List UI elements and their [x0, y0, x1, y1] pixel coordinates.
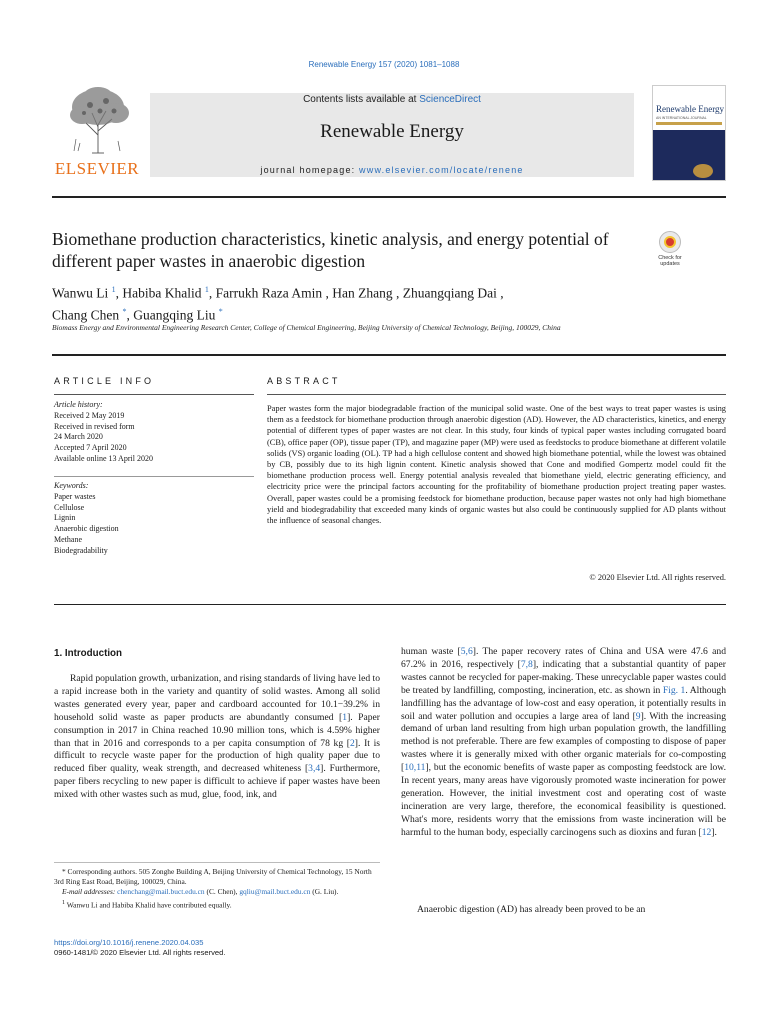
author-line-1: Wanwu Li $^1$, Habiba Khalid $^1$, Farrukh Raza Amin , Han Zhang , Zhuangqiang Dai ,: [52, 285, 504, 301]
figure-link[interactable]: Fig. 1: [662, 684, 686, 696]
history-label: Article history:: [54, 400, 103, 409]
history-item: Available online 13 April 2020: [54, 453, 153, 463]
check-for-updates-button[interactable]: [652, 229, 688, 269]
journal-band: [150, 93, 634, 177]
journal-cover-thumbnail[interactable]: [652, 85, 726, 181]
check-updates-icon: [659, 231, 681, 253]
doi-link[interactable]: https://doi.org/10.1016/j.renene.2020.04.035: [54, 938, 204, 947]
abstract-text: Paper wastes form the major biodegradable fraction of the municipal solid waste. One of the best ways to treat paper wastes is using them as a feedstock for biomethane production through anaerobic digestion (AD). However, the AD characteristics, kinetics, and energy potential of different types of paper wastes are not clear. In this study, four kinds of typical paper wastes including corrugated board (CB), office paper (OP), tissue paper (TP), and magazine paper (MP) were used as feedstocks to produce biomethane at different volatile solids (VS) organic loading (OL). TP had a high cellulose content and showed high biomethane potential, while the lowest was obtained by CB, possibly due to its high lignin content. Kinetic analysis showed that Cone and modified Gompertz model could fit the biomethane production process well. Energy potential analysis revealed that biomethane yield, electric generating efficiency, and electricity price were the principal factors accounting for the profitability of biomethane production project treating paper wastes. Overall, paper wastes could be a promising feedstock for biomethane production, because paper wastes not only had high biomethane yield and biodegradability that exceeded many kinds of organic wastes but also could be continuously supplied for AD plants without the influence of seasonal changes.: [267, 404, 726, 526]
contents-prefix: Contents lists available at: [303, 94, 420, 105]
article-history: [54, 400, 254, 465]
footnotes: [54, 867, 380, 910]
homepage-prefix: journal homepage:: [260, 165, 360, 175]
cover-subtitle: AN INTERNATIONAL JOURNAL: [656, 116, 707, 120]
intro-right-paragraph-2: Anaerobic digestion (AD) has already been proved to be an: [417, 904, 646, 915]
citation-link[interactable]: 7,8: [520, 658, 533, 670]
footnote-divider: [54, 862, 380, 863]
keywords-label: Keywords:: [54, 481, 89, 490]
citation-link[interactable]: 3,4: [308, 763, 321, 775]
history-item: Accepted 7 April 2020: [54, 443, 127, 453]
keyword-item: Biodegradability: [54, 545, 108, 555]
keywords: [54, 481, 254, 557]
cover-glow: [693, 164, 713, 178]
equal-contribution-footnote: $^1$ Wanwu Li and Habiba Khalid have contributed equally.: [62, 899, 232, 910]
journal-header: [52, 83, 726, 188]
abstract-heading: ABSTRACT: [267, 376, 341, 386]
article-info-rule: [54, 394, 254, 395]
email-footnote: E-mail addresses: chenchang@mail.buct.edu.cn (C. Chen), gqliu@mail.buct.edu.cn (G. Liu).: [62, 887, 339, 897]
journal-reference-link[interactable]: Renewable Energy 157 (2020) 1081–1088: [308, 60, 460, 69]
intro-right-paragraph: human waste [5,6]. The paper recovery rates of China and USA were 47.6 and 67.2% in 2016, respectively [7,8], indicating that a substantial quantity of paper wastes cannot be recycled for paper-making. These unrecyclable paper wastes could be treated by landfilling, composting, incineration, etc. as shown in Fig. 1. Although landfilling has the advantage of low-cost and easy operation, it potentially results in soil and water pollution and occupies a large area of land [9]. With the increasing demand of urban land resulting from high urban population growth, the landfilling method is not preferable. There are few examples of composting to dispose of paper wastes where it is generally mixed with other organic materials for co-composting [10,11], but the economic benefits of waste paper as composting feedstock are low. In recent years, many areas have vigorously promoted waste incineration for power generation. However, the initial investment cost and operating cost of waste incineration are very large, therefore, the economical feasibility is questioned. What's more, residents worry that the emissions from waste incineration will be harmful to the human body, especially carcinogens such as dioxins and furan [12].: [401, 646, 727, 838]
affiliation: Biomass Energy and Environmental Engineering Research Center, College of Chemical Engineering, Beijing University of Chemical Technology, Beijing, 100029, China: [52, 323, 561, 332]
article-info-heading: ARTICLE INFO: [54, 376, 155, 386]
journal-title: Renewable Energy: [320, 121, 464, 142]
keyword-item: Cellulose: [54, 502, 85, 512]
keyword-item: Lignin: [54, 513, 76, 523]
affiliation-marker[interactable]: 1: [111, 285, 116, 294]
citation-link[interactable]: 5,6: [460, 646, 473, 657]
history-item: Received 2 May 2019: [54, 410, 125, 420]
history-item: 24 March 2020: [54, 432, 103, 442]
citation-link[interactable]: 2: [350, 737, 355, 749]
article-title: Biomethane production characteristics, kinetic analysis, and energy potential of different paper wastes in anaerobic digestion: [52, 229, 609, 271]
cover-title: Renewable Energy: [656, 104, 725, 114]
abstract-rule: [267, 394, 726, 395]
corresponding-footnote: * Corresponding authors. 505 Zonghe Building A, Beijing University of Chemical Technology, 15 North 3rd Ring East Road, Beijing, 100029, China.: [54, 867, 372, 887]
author-line-2: Chang Chen *, Guangqing Liu *: [52, 306, 223, 322]
abstract-copyright: © 2020 Elsevier Ltd. All rights reserved.: [589, 573, 726, 582]
elsevier-logo[interactable]: [52, 83, 142, 183]
keywords-rule: [54, 476, 254, 477]
citation-link[interactable]: 1: [342, 711, 348, 723]
elsevier-wordmark: ELSEVIER: [54, 159, 140, 178]
keyword-item: Methane: [54, 534, 82, 544]
email-link[interactable]: gqliu@mail.buct.edu.cn: [239, 887, 311, 897]
cover-image: [653, 130, 726, 181]
citation-link[interactable]: 9: [635, 710, 641, 722]
contents-line: [150, 94, 634, 105]
keyword-item: Paper wastes: [54, 491, 96, 501]
check-updates-label: Check for updates: [658, 255, 682, 267]
section-heading-introduction: 1. Introduction: [54, 648, 123, 659]
issn-line: 0960-1481/© 2020 Elsevier Ltd. All rights reserved.: [54, 948, 226, 957]
corresponding-marker[interactable]: *: [122, 306, 127, 316]
intro-left-paragraph: Rapid population growth, urbanization, and rising standards of living have led to a rapid increase both in the variety and quantity of solid wastes. Among all solid wastes generated every year, paper and cardboard accounted for 10.1−39.2% in household solid waste as paper products are abundantly consumed [1]. Paper consumption in 2017 in China reached 10.90 million tons, which is 4.59% higher than that in 2016 and corresponds to a per capita consumption of 78 kg [2]. It is difficult to recycle waste paper for the production of high quality paper due to reduced fiber quality, weak strength, and decreased whiteness [3,4]. Furthermore, paper fibers recycling to new paper is difficult to achieve if paper wastes have been mixed with other wastes such as mud, glue, food, ink, and: [54, 673, 381, 801]
affiliation-marker[interactable]: 1: [204, 285, 209, 294]
author-list: [52, 281, 652, 324]
abstract-bottom-rule: [54, 604, 726, 605]
sciencedirect-link[interactable]: ScienceDirect: [419, 94, 481, 105]
email-link[interactable]: chenchang@mail.buct.edu.cn: [117, 887, 205, 897]
elsevier-tree-icon: [62, 85, 134, 155]
history-item: Received in revised form: [54, 421, 135, 431]
homepage-line: [150, 165, 634, 175]
citation-link[interactable]: 12: [701, 826, 712, 838]
corresponding-marker[interactable]: *: [218, 306, 223, 316]
keyword-item: Anaerobic digestion: [54, 524, 119, 534]
header-divider: [52, 196, 726, 198]
title-divider: [52, 354, 726, 356]
journal-homepage-link[interactable]: www.elsevier.com/locate/renene: [359, 165, 524, 175]
citation-link[interactable]: 10,11: [404, 762, 426, 774]
cover-accent-bar: [656, 122, 722, 125]
